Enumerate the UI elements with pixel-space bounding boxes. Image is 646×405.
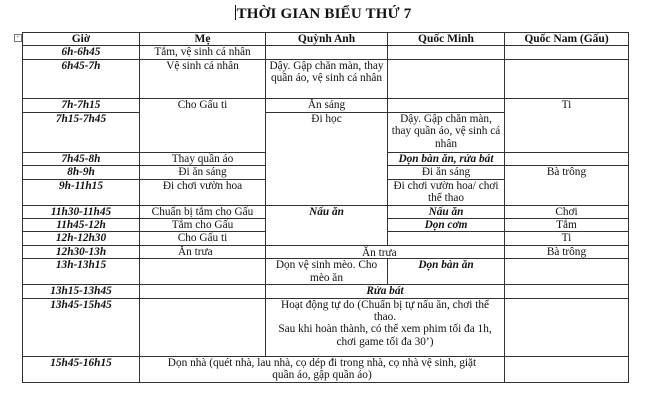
me-cell: Chuẩn bị tắm cho Gấu: [140, 205, 266, 218]
time-cell: 6h-6h45: [23, 46, 140, 59]
time-cell: 6h45-7h: [23, 59, 140, 98]
me-cell: Ăn trưa: [140, 245, 266, 258]
table-row: [23, 46, 629, 59]
quoc-nam-cell: Bà trông: [505, 245, 629, 258]
quoc-minh-cell: Nấu ăn: [388, 205, 505, 218]
table-row: [23, 285, 629, 298]
quynh-anh-cell: Dậy. Gập chăn màn, thay quần áo, vệ sinh cá nhân: [266, 59, 388, 98]
quoc-nam-cell: [505, 285, 629, 298]
text-cursor: [235, 5, 236, 20]
time-cell: 7h-7h15: [23, 98, 140, 112]
quynh-anh-cell: Đi học: [266, 112, 388, 205]
quoc-nam-cell: [505, 152, 629, 165]
header-quoc-nam: Quốc Nam (Gấu): [505, 33, 629, 46]
me-cell: [140, 298, 266, 356]
me-cell: Cho Gấu ti: [140, 98, 266, 152]
quoc-minh-cell: Đi ăn sáng: [388, 166, 505, 179]
quoc-minh-cell: Dậy. Gập chăn màn, thay quần áo, vệ sinh cá nhân: [388, 112, 505, 152]
quynh-anh-cell: Ăn sáng: [266, 98, 388, 112]
quoc-nam-cell: [505, 46, 629, 59]
me-cell: Tắm, vệ sinh cá nhân: [140, 46, 266, 59]
free-time-line-1: Hoạt động tự do (Chuẩn bị tự nấu ăn, chơi thể thao.: [280, 298, 490, 324]
page-title: THỜI GIAN BIỂU THỨ 7: [236, 6, 412, 22]
wash-dishes-cell: Rửa bát: [266, 285, 505, 298]
quoc-nam-cell: Ti: [505, 98, 629, 152]
me-cell: Thay quần áo: [140, 152, 266, 165]
header-quoc-minh: Quốc Minh: [388, 33, 505, 46]
quoc-nam-cell: Bà trông: [505, 166, 629, 205]
quoc-minh-cell: Đi chơi vườn hoa/ chơi thể thao: [388, 179, 505, 205]
me-cell: [140, 259, 266, 285]
table-row: [23, 298, 629, 356]
free-time-cell: [266, 298, 505, 356]
time-cell: 13h15-13h45: [23, 285, 140, 298]
time-cell: 11h45-12h: [23, 219, 140, 232]
quoc-nam-cell: [505, 356, 629, 382]
me-cell: Cho Gấu ti: [140, 232, 266, 245]
quoc-nam-cell: [505, 259, 629, 285]
time-cell: 7h45-8h: [23, 152, 140, 165]
quoc-nam-cell: Tắm: [505, 219, 629, 232]
header-time: Giờ: [23, 33, 140, 46]
lunch-label: Ăn trưa: [362, 247, 397, 259]
schedule-table: [22, 32, 629, 383]
quoc-nam-cell: Ti: [505, 232, 629, 245]
quynh-anh-cell: Dọn vệ sinh mèo. Cho mèo ăn: [266, 259, 388, 285]
header-row: [23, 33, 629, 46]
free-time-line-2: Sau khi hoàn thành, có thể xem phim tối đa 1h, chơi game tối đa 30’): [278, 323, 492, 348]
me-cell: Đi ăn sáng: [140, 166, 266, 179]
me-cell: Đi chơi vườn hoa: [140, 179, 266, 205]
table-row: [23, 59, 629, 98]
time-cell: 11h30-11h45: [23, 205, 140, 218]
table-row: [23, 98, 629, 112]
lunch-merged-cell: [388, 232, 505, 245]
table-row: [23, 205, 629, 218]
header-quynh-anh: Quỳnh Anh: [266, 33, 388, 46]
time-cell: 13h-13h15: [23, 259, 140, 285]
quoc-minh-cell: [388, 46, 505, 59]
time-cell: 15h45-16h15: [23, 356, 140, 382]
quoc-nam-cell: Chơi: [505, 205, 629, 218]
quoc-minh-cell: Dọn bàn ăn: [388, 259, 505, 285]
quoc-minh-cell: [388, 98, 505, 112]
time-cell: 12h-12h30: [23, 232, 140, 245]
time-cell: 12h30-13h: [23, 245, 140, 258]
time-cell: 13h45-15h45: [23, 298, 140, 356]
quoc-minh-cell: Dọn cơm: [388, 219, 505, 232]
table-move-handle-icon[interactable]: +: [14, 34, 22, 42]
quoc-minh-cell: Dọn bàn ăn, rửa bát: [388, 152, 505, 165]
me-cell: Vệ sinh cá nhân: [140, 59, 266, 98]
quoc-minh-cell: [388, 59, 505, 98]
table-row: [23, 259, 629, 285]
header-me: Mẹ: [140, 33, 266, 46]
table-row: [23, 245, 629, 258]
time-cell: 9h-11h15: [23, 179, 140, 205]
table-row: [23, 356, 629, 382]
quynh-anh-cell: Nấu ăn: [266, 205, 388, 245]
time-cell: 8h-9h: [23, 166, 140, 179]
time-cell: 7h15-7h45: [23, 112, 140, 152]
me-cell: [140, 285, 266, 298]
quoc-nam-cell: [505, 59, 629, 98]
cleaning-cell: Dọn nhà (quét nhà, lau nhà, cọ dép đi trong nhà, cọ nhà vệ sinh, giặt quần áo, gập quần áo): [140, 356, 505, 382]
quoc-nam-cell: [505, 298, 629, 356]
me-cell: Tắm cho Gấu: [140, 219, 266, 232]
quynh-anh-cell: [266, 46, 388, 59]
